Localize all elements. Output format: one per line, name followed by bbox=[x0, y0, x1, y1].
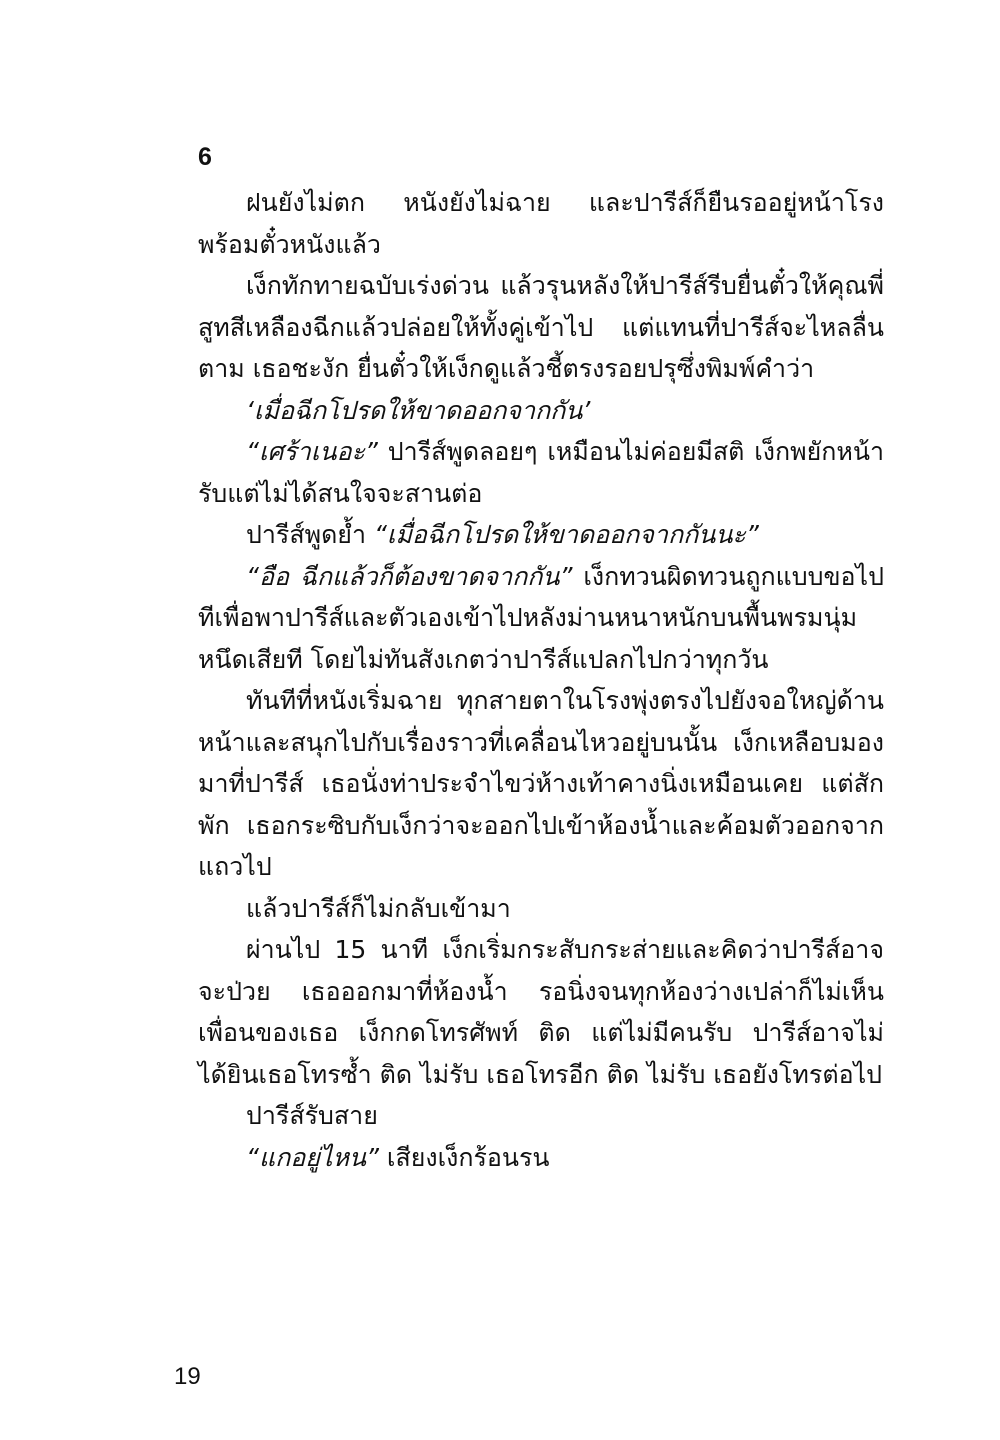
chapter-number: 6 bbox=[198, 143, 212, 171]
paragraph bbox=[198, 390, 884, 432]
dialogue-text: “เมื่อฉีกโปรดให้ขาดออกจากกันนะ” bbox=[373, 520, 759, 549]
paragraph bbox=[198, 680, 884, 888]
paragraph bbox=[198, 1137, 884, 1179]
paragraph-text: ฝนยังไม่ตก หนังยังไม่ฉาย และปารีส์ก็ยืนรออยู่หน้าโรงพร้อมตั๋วหนังแล้ว bbox=[198, 188, 884, 259]
page-number: 19 bbox=[174, 1363, 201, 1390]
paragraph bbox=[198, 265, 884, 390]
paragraph bbox=[198, 929, 884, 1095]
dialogue-text: “อือ ฉีกแล้วก็ต้องขาดจากกัน” bbox=[246, 561, 573, 591]
paragraph bbox=[198, 556, 884, 681]
dialogue-text: “แกอยู่ไหน” bbox=[246, 1142, 379, 1172]
paragraph bbox=[198, 1095, 884, 1137]
quoted-sign-text: ‘เมื่อฉีกโปรดให้ขาดออกจากกัน’ bbox=[246, 395, 591, 425]
paragraph-text: เสียงเง็กร้อนรน bbox=[378, 1142, 550, 1172]
paragraph-text: ทันทีที่หนังเริ่มฉาย ทุกสายตาในโรงพุ่งตรงไปยังจอใหญ่ด้านหน้าและสนุกไปกับเรื่องราวที่เคลื่อนไหวอยู่บนนั้น เง็กเหลือบมองมาที่ปารีส์ เธอนั่งท่าประจำไขว่ห้างเท้าคางนิ่งเหมือนเคย แต่สักพัก เธอกระซิบกับเง็กว่าจะออกไปเข้าห้องน้ำและค้อมตัวออกจากแถวไป bbox=[198, 686, 884, 881]
paragraph-text: เง็กทักทายฉบับเร่งด่วน แล้วรุนหลังให้ปารีส์รีบยื่นตั๋วให้คุณพี่สูทสีเหลืองฉีกแล้วปล่อยให้ทั้งคู่เข้าไป แต่แทนที่ปารีส์จะไหลลื่นตาม เธอชะงัก ยื่นตั๋วให้เง็กดูแล้วชี้ตรงรอยปรุซึ่งพิมพ์คำว่า bbox=[198, 271, 884, 383]
paragraph bbox=[198, 182, 884, 265]
paragraph bbox=[198, 888, 884, 930]
paragraph-text: ปารีส์พูดย้ำ bbox=[246, 520, 374, 549]
paragraph bbox=[198, 431, 884, 514]
paragraph-text: ปารีส์พูดลอยๆ เหมือนไม่ค่อยมีสติ เง็กพยักหน้ารับแต่ไม่ได้สนใจจะสานต่อ bbox=[198, 437, 884, 508]
paragraph bbox=[198, 514, 884, 556]
paragraph-text: แล้วปารีส์ก็ไม่กลับเข้ามา bbox=[246, 893, 511, 923]
paragraph-text: เง็กทวนผิดทวนถูกแบบขอไปทีเพื่อพาปารีส์และตัวเองเข้าไปหลังม่านหนาหนักบนพื้นพรมนุ่มหนึดเสียที โดยไม่ทันสังเกตว่าปารีส์แปลกไปกว่าทุกวัน bbox=[198, 561, 884, 674]
dialogue-text: “เศร้าเนอะ” bbox=[246, 437, 378, 466]
story-body bbox=[198, 182, 884, 1178]
paragraph-text: ผ่านไป 15 นาที เง็กเริ่มกระสับกระส่ายและคิดว่าปารีส์อาจจะป่วย เธอออกมาที่ห้องน้ำ รอนิ่งจนทุกห้องว่างเปล่าก็ไม่เห็นเพื่อนของเธอ เง็กกดโทรศัพท์ ติด แต่ไม่มีคนรับ ปารีส์อาจไม่ได้ยินเธอโทรซ้ำ ติด ไม่รับ เธอโทรอีก ติด ไม่รับ เธอยังโทรต่อไป bbox=[198, 935, 884, 1089]
paragraph-text: ปารีส์รับสาย bbox=[246, 1101, 378, 1130]
